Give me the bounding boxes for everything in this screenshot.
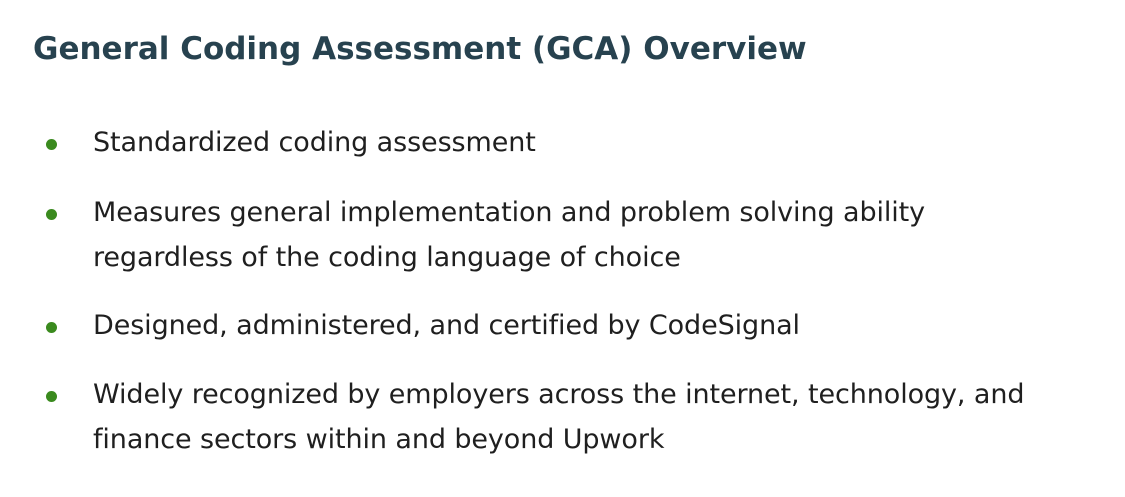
list-item-text [93,303,1118,348]
list-item-line: regardless of the coding language of choice [93,242,681,273]
list-item-text [93,372,1118,462]
list-item-line: Standardized coding assessment [93,127,536,158]
bullet-icon [46,391,57,402]
list-item-text [93,190,1118,280]
list-item-line: finance sectors within and beyond Upwork [93,424,665,455]
list-item-text [93,120,1118,165]
list-item-line: Widely recognized by employers across the internet, technology, and [93,379,1025,410]
list-item-line: Measures general implementation and problem solving ability [93,197,926,228]
bullet-icon [46,209,57,220]
page-title: General Coding Assessment (GCA) Overview [33,31,807,67]
bullet-icon [46,139,57,150]
list-item-line: Designed, administered, and certified by CodeSignal [93,310,800,341]
bullet-icon [46,322,57,333]
